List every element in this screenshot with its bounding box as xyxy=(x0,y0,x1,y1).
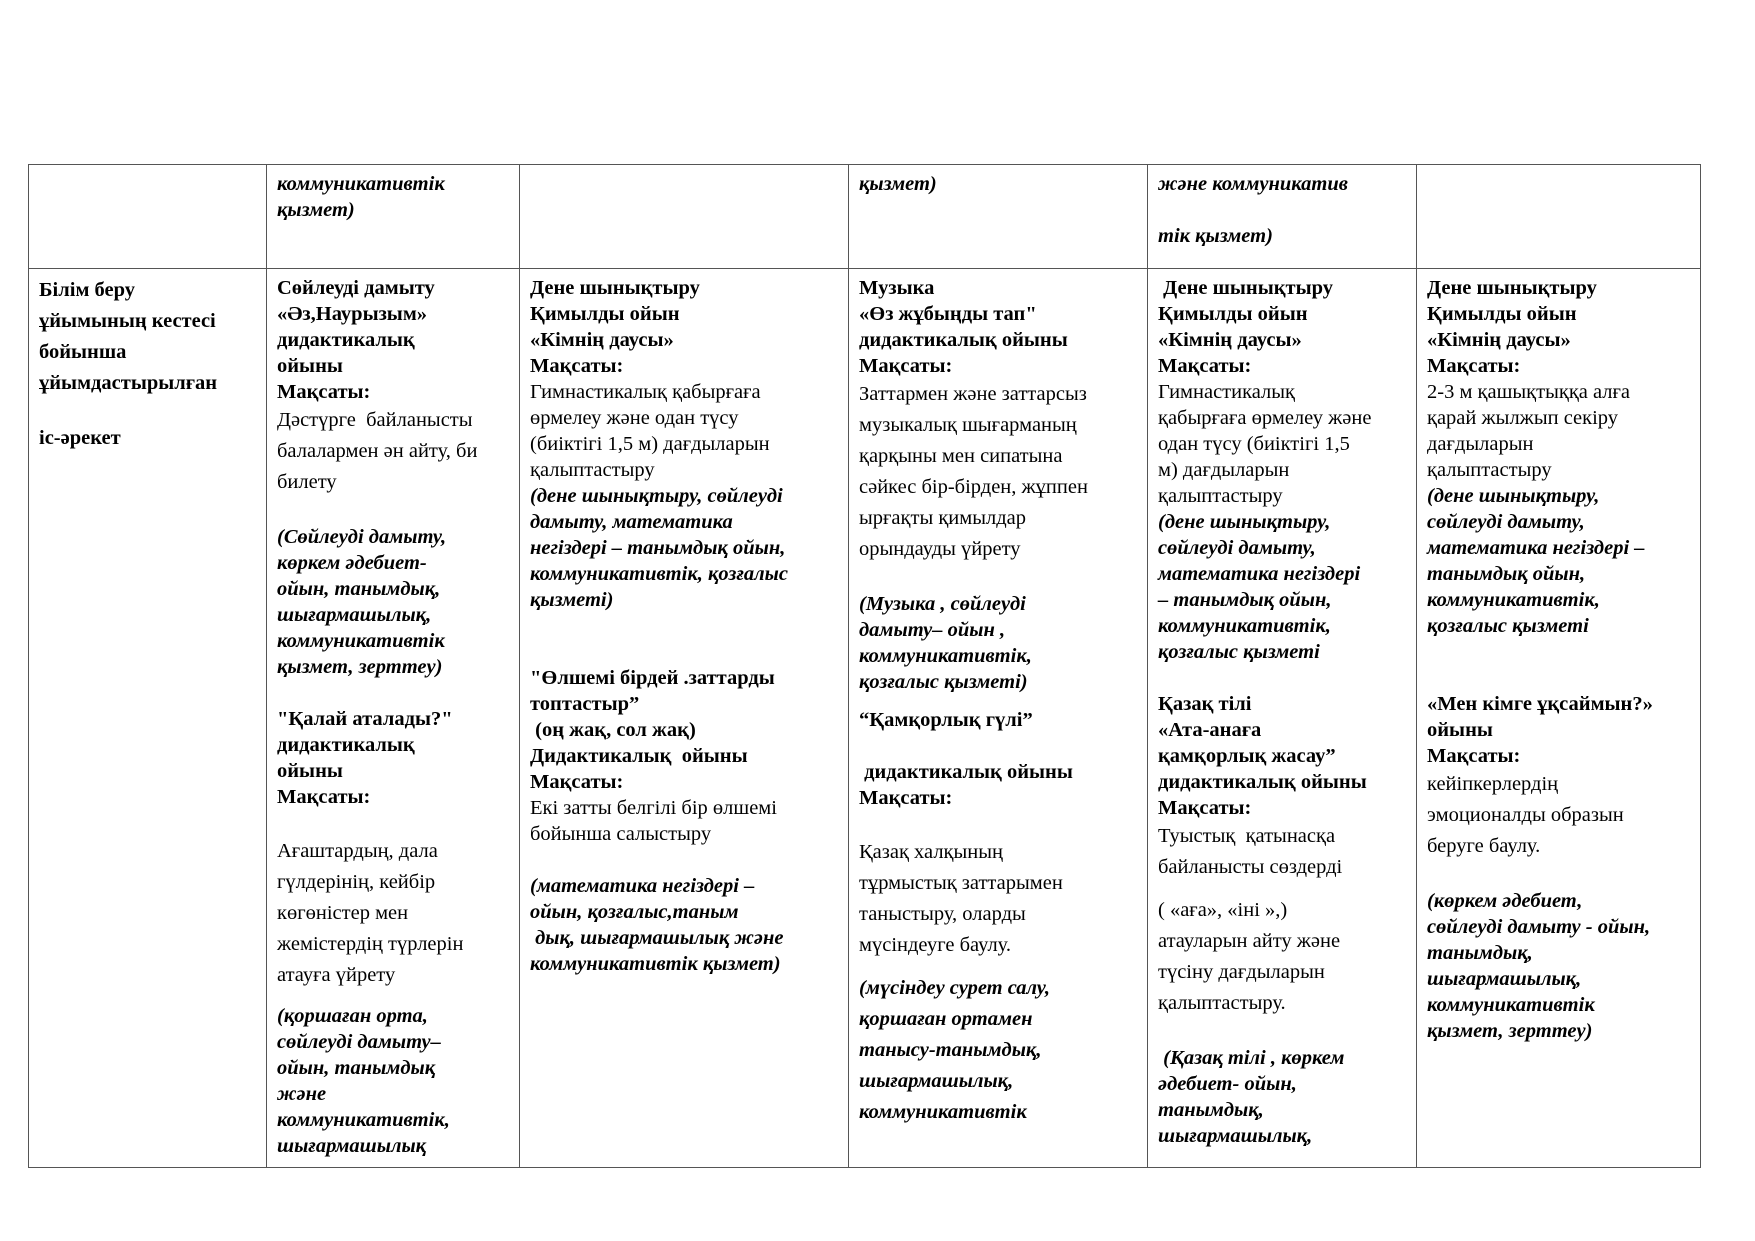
text-line: (математика негіздері – xyxy=(530,875,755,897)
text-line: шығармашылық, xyxy=(277,604,432,626)
text-line: Дене шынықтыру xyxy=(530,277,700,299)
text-line: Музыка xyxy=(859,277,935,299)
text-line: Дидактикалық ойыны xyxy=(530,745,748,767)
text-line: танымдық, xyxy=(1158,1099,1264,1121)
text-line: топтастыр” xyxy=(530,693,640,715)
text-line: Қазақ халқының xyxy=(859,841,1003,863)
text-line: математика негіздері – xyxy=(1427,537,1645,559)
text-line: жемістердің түрлерін xyxy=(277,933,464,955)
text-line: қызмет, зерттеу) xyxy=(1427,1020,1593,1042)
text-line: қызмет) xyxy=(277,199,355,221)
text-line: шығармашылық, xyxy=(1158,1125,1313,1147)
text-line: дық, шығармашылық және xyxy=(530,927,784,949)
text-line: (Музыка , сөйлеуді xyxy=(859,593,1026,615)
text-line: Қимылды ойын xyxy=(1427,303,1577,325)
text-line: (дене шынықтыру, xyxy=(1427,485,1600,507)
text-line: танымдық, xyxy=(1427,942,1533,964)
text-line: «Өз жұбыңды тап" xyxy=(859,303,1037,325)
text-line: қарай жылжып секіру xyxy=(1427,407,1619,429)
table-cell xyxy=(267,165,520,269)
text-line: "Қалай аталады?" xyxy=(277,708,453,730)
text-line: сөйлеуді дамыту, xyxy=(1427,511,1585,533)
text-line: әдебиет- ойын, xyxy=(1158,1073,1297,1095)
text-line: Дәстүрге байланысты xyxy=(277,409,473,431)
text-line: Мақсаты: xyxy=(1158,355,1252,377)
text-line: Екі затты белгілі бір өлшемі xyxy=(530,797,777,819)
text-line: математика негіздері xyxy=(1158,563,1361,585)
text-line: коммуникативтік, қозғалыс xyxy=(530,563,788,585)
table-cell xyxy=(520,165,849,269)
text-line: (дене шынықтыру, сөйлеуді xyxy=(530,485,783,507)
table-cell xyxy=(849,269,1148,1168)
text-line: ( «аға», «іні »,) xyxy=(1158,899,1288,921)
text-line: өрмелеу және одан түсу xyxy=(530,407,739,429)
text-line: сәйкес бір-бірден, жұппен xyxy=(859,476,1088,498)
cell-text: дидактикалық ойыны xyxy=(859,761,1073,783)
text-line: дидактикалық xyxy=(277,734,415,756)
text-line: Гимнастикалық xyxy=(1158,381,1296,403)
text-line: 2-3 м қашықтыққа алға xyxy=(1427,381,1631,403)
text-line: Қазақ тілі xyxy=(1158,693,1252,715)
text-line: қызмет) xyxy=(859,173,937,195)
text-line: дамыту, математика xyxy=(530,511,733,533)
text-line: дағдыларын xyxy=(1427,433,1534,455)
table-cell xyxy=(1148,165,1417,269)
text-line: көгөністер мен xyxy=(277,902,409,924)
text-line: – танымдық ойын, xyxy=(1158,589,1332,611)
text-line: «Кімнің даусы» xyxy=(1427,329,1571,351)
text-line: ойын, қозғалыс,таным xyxy=(530,901,739,923)
text-line: ырғақты қимылдар xyxy=(859,507,1027,529)
text-line: (мүсіндеу сурет салу, xyxy=(859,977,1050,999)
text-line: қозғалыс қызметі) xyxy=(859,671,1028,693)
cell-text: “Қамқорлық гүлі” xyxy=(859,709,1033,731)
text-line: коммуникативтік xyxy=(1427,994,1595,1016)
text-line: орындауды үйрету xyxy=(859,538,1021,560)
text-line: қызметі) xyxy=(530,589,614,611)
text-line: (биіктігі 1,5 м) дағдыларын xyxy=(530,433,770,455)
text-line: «Ата-анаға xyxy=(1158,719,1262,741)
text-line: «Кімнің даусы» xyxy=(1158,329,1302,351)
text-line: одан түсу (биіктігі 1,5 xyxy=(1158,433,1350,455)
text-line: атауға үйрету xyxy=(277,964,396,986)
text-line: коммуникативтік қызмет) xyxy=(530,953,781,975)
text-line: (көркем әдебиет, xyxy=(1427,890,1583,912)
text-line: сөйлеуді дамыту - ойын, xyxy=(1427,916,1651,938)
text-line: Ағаштардың, дала xyxy=(277,840,438,862)
text-line: қамқорлық жасау” xyxy=(1158,745,1336,767)
text-line: (Сөйлеуді дамыту, xyxy=(277,526,447,548)
text-line: (қоршаған орта, xyxy=(277,1005,428,1027)
text-line: танысу-танымдық, xyxy=(859,1039,1042,1061)
text-line: гүлдерінің, кейбір xyxy=(277,871,436,893)
text-line: қозғалыс қызметі xyxy=(1158,641,1320,663)
text-line: Сөйлеуді дамыту xyxy=(277,277,435,299)
plan-table xyxy=(28,164,1701,1168)
text-line: сөйлеуді дамыту– xyxy=(277,1031,441,1053)
text-line: (дене шынықтыру, xyxy=(1158,511,1331,533)
text-line: Дене шынықтыру xyxy=(1427,277,1597,299)
text-line: Қимылды ойын xyxy=(1158,303,1308,325)
text-line: Мақсаты: xyxy=(1427,355,1521,377)
text-line: Мақсаты: xyxy=(277,786,371,808)
text-line: коммуникативтік, xyxy=(1427,589,1600,611)
text-line: мүсіндеуге баулу. xyxy=(859,934,1012,956)
text-line: Мақсаты: xyxy=(859,355,953,377)
text-line: эмоционалды образын xyxy=(1427,804,1624,826)
table-cell xyxy=(1417,269,1701,1168)
text-line: (оң жақ, сол жақ) xyxy=(530,719,696,741)
text-line: Мақсаты: xyxy=(277,381,371,403)
text-line: ойын, танымдық, xyxy=(277,578,441,600)
text-line: қоршаған ортамен xyxy=(859,1008,1033,1030)
text-line: шығармашылық xyxy=(277,1135,427,1157)
text-line: қалыптастыру. xyxy=(1158,992,1286,1014)
row-header-cell xyxy=(29,269,267,1168)
cell-text: және коммуникатив xyxy=(1158,173,1348,195)
text-line: билету xyxy=(277,471,337,493)
table-cell xyxy=(29,165,267,269)
text-line: бойынша xyxy=(39,341,127,363)
text-line: танымдық ойын, xyxy=(1427,563,1586,585)
table-cell xyxy=(520,269,849,1168)
table-cell xyxy=(849,165,1148,269)
text-line: тұрмыстық заттарымен xyxy=(859,872,1063,894)
text-line: Туыстық қатынасқа xyxy=(1158,825,1336,847)
table-cell xyxy=(1417,165,1701,269)
text-line: атауларын айту және xyxy=(1158,930,1341,952)
text-line: коммуникативтік, xyxy=(277,1109,450,1131)
text-line: байланысты сөздерді xyxy=(1158,856,1343,878)
text-line: «Әз,Наурызым» xyxy=(277,303,428,325)
text-line: коммуникативтік xyxy=(277,173,445,195)
text-line: сөйлеуді дамыту, xyxy=(1158,537,1316,559)
text-line: ұйымының кестесі xyxy=(39,310,216,332)
table-cell xyxy=(267,269,520,1168)
text-line: дидактикалық xyxy=(277,329,415,351)
text-line: қалыптастыру xyxy=(1158,485,1283,507)
text-line: Мақсаты: xyxy=(530,771,624,793)
text-line: Гимнастикалық қабырғаға xyxy=(530,381,761,403)
text-line: коммуникативтік, xyxy=(859,645,1032,667)
text-line: балалармен ән айту, би xyxy=(277,440,478,462)
text-line: Дене шынықтыру xyxy=(1158,277,1334,299)
table-cell xyxy=(1148,269,1417,1168)
text-line: қарқыны мен сипатына xyxy=(859,445,1063,467)
text-line: ойыны xyxy=(1427,719,1493,741)
text-line: түсіну дағдыларын xyxy=(1158,961,1325,983)
text-line: ойын, танымдық xyxy=(277,1057,436,1079)
text-line: "Өлшемі бірдей .заттарды xyxy=(530,667,775,689)
text-line: Мақсаты: xyxy=(1427,745,1521,767)
table-row xyxy=(29,165,1701,269)
text-line: музыкалық шығарманың xyxy=(859,414,1077,436)
text-line: коммуникативтік, xyxy=(1158,615,1331,637)
text-line: Қимылды ойын xyxy=(530,303,680,325)
text-line: кейіпкерлердің xyxy=(1427,773,1559,795)
text-line: «Мен кімге ұқсаймын?» xyxy=(1427,693,1653,715)
text-line: дидактикалық ойыны xyxy=(859,329,1068,351)
text-line: қызмет, зерттеу) xyxy=(277,656,443,678)
text-line: қалыптастыру xyxy=(1427,459,1552,481)
text-line: (Қазақ тілі , көркем xyxy=(1158,1047,1345,1069)
text-line: негіздері – танымдық ойын, xyxy=(530,537,786,559)
text-line: коммуникативтік xyxy=(277,630,445,652)
table-row xyxy=(29,269,1701,1168)
cell-text: Мақсаты: xyxy=(859,787,953,809)
text-line: беруге баулу. xyxy=(1427,835,1541,857)
text-line: Мақсаты: xyxy=(530,355,624,377)
text-line: қалыптастыру xyxy=(530,459,655,481)
text-line: шығармашылық, xyxy=(859,1070,1014,1092)
text-line: Білім беру xyxy=(39,279,135,301)
text-line: коммуникативтік xyxy=(859,1101,1027,1123)
text-line: қабырғаға өрмелеу және xyxy=(1158,407,1372,429)
text-line: ұйымдастырылған xyxy=(39,372,218,394)
text-line: ойыны xyxy=(277,355,343,377)
text-line: таныстыру, оларды xyxy=(859,903,1026,925)
text-line: м) дағдыларын xyxy=(1158,459,1290,481)
text-line: Мақсаты: xyxy=(1158,797,1252,819)
cell-text: тік қызмет) xyxy=(1158,225,1273,247)
text-line: қозғалыс қызметі xyxy=(1427,615,1589,637)
text-line: көркем әдебиет- xyxy=(277,552,427,574)
text-line: бойынша салыстыру xyxy=(530,823,712,845)
text-line: дидактикалық ойыны xyxy=(1158,771,1367,793)
text-line: Заттармен және заттарсыз xyxy=(859,383,1087,405)
text-line: және xyxy=(277,1083,327,1105)
text-line: дамыту– ойын , xyxy=(859,619,1006,641)
text-line: шығармашылық, xyxy=(1427,968,1582,990)
text-line: «Кімнің даусы» xyxy=(530,329,674,351)
cell-text: іс-әрекет xyxy=(39,427,121,449)
text-line: ойыны xyxy=(277,760,343,782)
